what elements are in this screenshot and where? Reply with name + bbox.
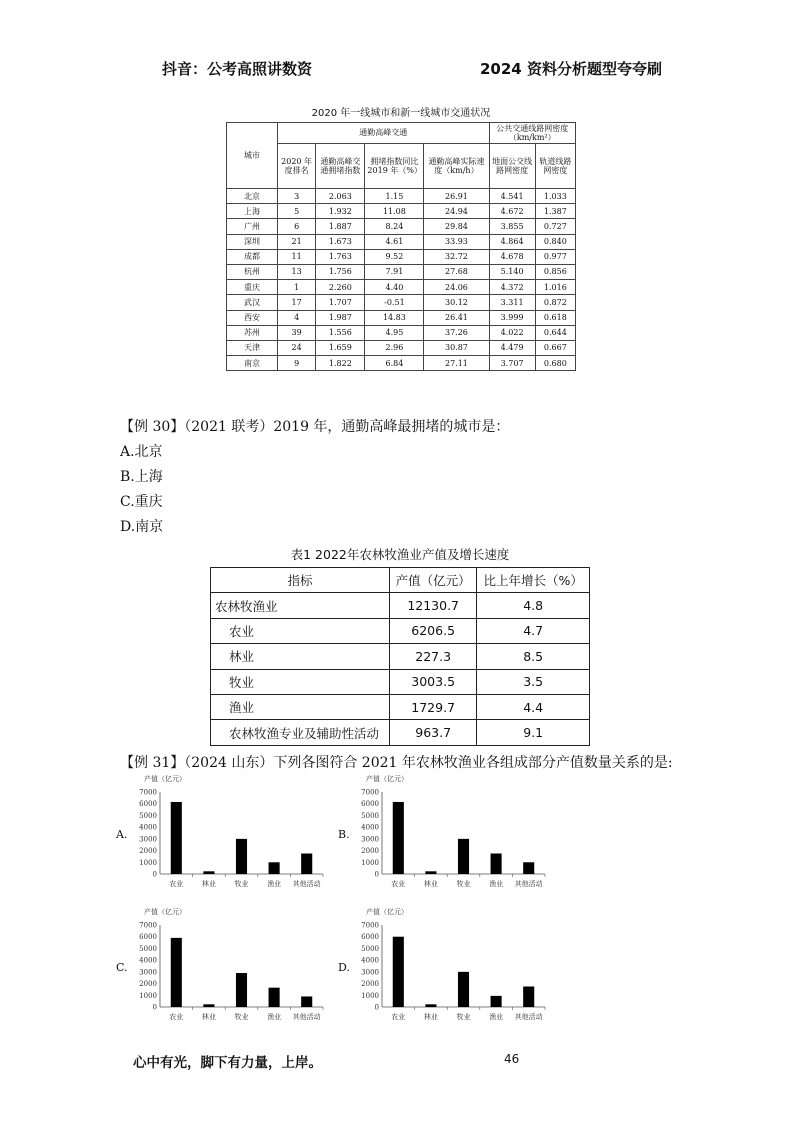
header-right: 2024 资料分析题型夸夸刷 <box>480 60 662 78</box>
th-growth: 比上年增长（%） <box>477 568 590 593</box>
cell-rail: 0.856 <box>535 264 575 279</box>
cell-speed: 26.41 <box>424 310 489 325</box>
cell-rail: 0.840 <box>535 234 575 249</box>
bar <box>491 996 502 1007</box>
cell-speed: 32.72 <box>424 249 489 264</box>
cell-speed: 24.06 <box>424 280 489 295</box>
bar <box>458 839 469 874</box>
x-tick-label: 农业 <box>391 880 406 888</box>
table-row <box>211 720 590 745</box>
table-row <box>227 325 576 340</box>
y-tick-label: 5000 <box>361 944 379 953</box>
bar <box>236 973 247 1007</box>
cell-rail: 0.680 <box>535 356 575 371</box>
bar-chart <box>118 772 338 900</box>
cell-rail: 1.387 <box>535 204 575 219</box>
option-label: C. <box>116 961 128 974</box>
q30-option-b[interactable]: B.上海 <box>120 469 163 485</box>
x-tick-label: 林业 <box>423 880 438 888</box>
bar-chart <box>340 905 560 1033</box>
y-tick-label: 2000 <box>139 980 157 989</box>
chart-option-d[interactable] <box>340 905 560 1033</box>
table-row <box>227 310 576 325</box>
cell-city: 武汉 <box>227 295 278 310</box>
cell-city: 深圳 <box>227 234 278 249</box>
bar <box>236 839 247 874</box>
cell-growth: 4.8 <box>477 593 590 618</box>
cell-chg: 9.52 <box>365 249 424 264</box>
cell-rail: 0.667 <box>535 340 575 355</box>
cell-rail: 0.977 <box>535 249 575 264</box>
cell-rail: 1.033 <box>535 189 575 204</box>
cell-index: 2.063 <box>316 189 365 204</box>
th-city: 城市 <box>227 123 278 189</box>
cell-value: 963.7 <box>390 720 477 745</box>
cell-bus: 3.855 <box>489 219 535 234</box>
bar <box>523 987 534 1008</box>
cell-rank: 24 <box>278 340 316 355</box>
y-tick-label: 5000 <box>361 811 379 820</box>
y-tick-label: 0 <box>152 870 157 879</box>
table-row <box>211 593 590 618</box>
cell-bus: 5.140 <box>489 264 535 279</box>
bar <box>301 996 312 1007</box>
y-tick-label: 7000 <box>361 921 379 930</box>
cell-city: 苏州 <box>227 325 278 340</box>
y-tick-label: 0 <box>374 870 379 879</box>
cell-rank: 9 <box>278 356 316 371</box>
cell-index: 1.932 <box>316 204 365 219</box>
x-tick-label: 其他活动 <box>514 1013 543 1021</box>
cell-rank: 13 <box>278 264 316 279</box>
cell-rank: 1 <box>278 280 316 295</box>
cell-index: 1.763 <box>316 249 365 264</box>
table-row <box>227 340 576 355</box>
cell-city: 杭州 <box>227 264 278 279</box>
y-tick-label: 0 <box>152 1003 157 1012</box>
bar <box>393 802 404 874</box>
cell-speed: 30.87 <box>424 340 489 355</box>
y-tick-label: 2000 <box>139 847 157 856</box>
y-tick-label: 0 <box>374 1003 379 1012</box>
bar <box>203 871 214 874</box>
cell-bus: 4.678 <box>489 249 535 264</box>
cell-name: 渔业 <box>211 694 390 719</box>
bar <box>523 862 534 874</box>
cell-bus: 4.022 <box>489 325 535 340</box>
table-row <box>227 356 576 371</box>
table2-title: 表1 2022年农林牧渔业产值及增长速度 <box>290 547 510 562</box>
cell-rail: 0.872 <box>535 295 575 310</box>
x-tick-label: 牧业 <box>234 880 249 888</box>
cell-rank: 11 <box>278 249 316 264</box>
x-tick-label: 渔业 <box>267 880 282 888</box>
cell-city: 南京 <box>227 356 278 371</box>
cell-name: 林业 <box>211 644 390 669</box>
cell-bus: 3.707 <box>489 356 535 371</box>
cell-bus: 4.372 <box>489 280 535 295</box>
th-group-commute: 通勤高峰交通 <box>278 123 490 144</box>
cell-value: 1729.7 <box>390 694 477 719</box>
q30-option-d[interactable]: D.南京 <box>120 519 164 535</box>
y-tick-label: 2000 <box>361 847 379 856</box>
th-bus: 地面公交线路网密度 <box>489 144 535 189</box>
x-tick-label: 林业 <box>423 1013 438 1021</box>
cell-value: 12130.7 <box>390 593 477 618</box>
cell-rank: 3 <box>278 189 316 204</box>
x-tick-label: 林业 <box>201 1013 216 1021</box>
chart-option-c[interactable] <box>118 905 338 1033</box>
q30-option-a[interactable]: A.北京 <box>120 444 163 460</box>
cell-value: 3003.5 <box>390 669 477 694</box>
q30-option-c[interactable]: C.重庆 <box>120 494 163 510</box>
option-label: B. <box>338 828 350 841</box>
cell-city: 西安 <box>227 310 278 325</box>
bar <box>458 972 469 1007</box>
cell-rank: 4 <box>278 310 316 325</box>
cell-rank: 21 <box>278 234 316 249</box>
cell-chg: 4.95 <box>365 325 424 340</box>
th-speed: 通勤高峰实际速度（km/h） <box>424 144 489 189</box>
cell-name: 牧业 <box>211 669 390 694</box>
x-tick-label: 林业 <box>201 880 216 888</box>
bar <box>491 854 502 875</box>
cell-chg: 4.40 <box>365 280 424 295</box>
x-tick-label: 农业 <box>169 1013 184 1021</box>
y-tick-label: 7000 <box>361 788 379 797</box>
y-tick-label: 4000 <box>361 956 379 965</box>
y-tick-label: 7000 <box>139 788 157 797</box>
cell-chg: 6.84 <box>365 356 424 371</box>
cell-index: 1.659 <box>316 340 365 355</box>
cell-chg: 4.61 <box>365 234 424 249</box>
cell-index: 1.707 <box>316 295 365 310</box>
cell-rail: 0.727 <box>535 219 575 234</box>
x-tick-label: 渔业 <box>489 880 504 888</box>
cell-chg: 2.96 <box>365 340 424 355</box>
bar <box>171 938 182 1007</box>
cell-rail: 0.644 <box>535 325 575 340</box>
y-tick-label: 6000 <box>139 933 157 942</box>
cell-name: 农林牧渔专业及辅助性活动 <box>211 720 390 745</box>
cell-chg: 8.24 <box>365 219 424 234</box>
y-axis-label: 产值（亿元） <box>366 775 408 783</box>
cell-value: 6206.5 <box>390 618 477 643</box>
th-index: 通勤高峰交通拥堵指数 <box>316 144 365 189</box>
cell-index: 1.756 <box>316 264 365 279</box>
table1-title: 2020 年一线城市和新一线城市交通状况 <box>311 108 491 119</box>
x-tick-label: 其他活动 <box>514 880 543 888</box>
bar <box>393 937 404 1007</box>
q30-stem: 【例 30】（2021 联考）2019 年，通勤高峰最拥堵的城市是： <box>120 419 510 435</box>
th-value: 产值（亿元） <box>390 568 477 593</box>
bar-chart <box>118 905 338 1033</box>
table-row <box>211 669 590 694</box>
x-tick-label: 渔业 <box>267 1013 282 1021</box>
table-row <box>227 234 576 249</box>
cell-rank: 6 <box>278 219 316 234</box>
cell-bus: 4.541 <box>489 189 535 204</box>
y-tick-label: 6000 <box>139 800 157 809</box>
bar <box>269 862 280 874</box>
cell-speed: 30.12 <box>424 295 489 310</box>
cell-index: 2.260 <box>316 280 365 295</box>
cell-name: 农林牧渔业 <box>211 593 390 618</box>
cell-speed: 24.94 <box>424 204 489 219</box>
y-axis-label: 产值（亿元） <box>144 775 186 783</box>
cell-rank: 39 <box>278 325 316 340</box>
cell-growth: 4.7 <box>477 618 590 643</box>
y-tick-label: 5000 <box>139 944 157 953</box>
cell-chg: -0.51 <box>365 295 424 310</box>
y-tick-label: 1000 <box>361 991 379 1000</box>
cell-city: 成都 <box>227 249 278 264</box>
th-indicator: 指标 <box>211 568 390 593</box>
chart-option-a[interactable] <box>118 772 338 900</box>
cell-bus: 3.999 <box>489 310 535 325</box>
th-change: 拥堵指数同比 2019 年（%） <box>365 144 424 189</box>
y-axis-label: 产值（亿元） <box>144 908 186 916</box>
cell-name: 农业 <box>211 618 390 643</box>
agri-table <box>210 567 590 746</box>
table-row <box>227 219 576 234</box>
y-tick-label: 1000 <box>361 858 379 867</box>
cell-index: 1.822 <box>316 356 365 371</box>
y-tick-label: 6000 <box>361 800 379 809</box>
th-rank: 2020 年度排名 <box>278 144 316 189</box>
table-row <box>227 204 576 219</box>
y-tick-label: 3000 <box>361 968 379 977</box>
cell-city: 重庆 <box>227 280 278 295</box>
x-tick-label: 牧业 <box>234 1013 249 1021</box>
cell-index: 1.556 <box>316 325 365 340</box>
y-tick-label: 6000 <box>361 933 379 942</box>
table-row <box>211 644 590 669</box>
cell-rail: 0.618 <box>535 310 575 325</box>
x-tick-label: 其他活动 <box>292 880 321 888</box>
cell-speed: 27.11 <box>424 356 489 371</box>
cell-bus: 4.672 <box>489 204 535 219</box>
x-tick-label: 其他活动 <box>292 1013 321 1021</box>
y-axis-label: 产值（亿元） <box>366 908 408 916</box>
traffic-table <box>226 122 576 371</box>
x-tick-label: 农业 <box>391 1013 406 1021</box>
x-tick-label: 农业 <box>169 880 184 888</box>
y-tick-label: 4000 <box>139 823 157 832</box>
y-tick-label: 4000 <box>139 956 157 965</box>
x-tick-label: 渔业 <box>489 1013 504 1021</box>
table-row <box>227 189 576 204</box>
cell-city: 上海 <box>227 204 278 219</box>
cell-index: 1.673 <box>316 234 365 249</box>
y-tick-label: 4000 <box>361 823 379 832</box>
bar <box>425 1004 436 1007</box>
y-tick-label: 2000 <box>361 980 379 989</box>
cell-city: 北京 <box>227 189 278 204</box>
cell-speed: 33.93 <box>424 234 489 249</box>
y-tick-label: 3000 <box>139 835 157 844</box>
cell-index: 1.887 <box>316 219 365 234</box>
cell-chg: 7.91 <box>365 264 424 279</box>
bar <box>171 802 182 874</box>
cell-speed: 37.26 <box>424 325 489 340</box>
cell-city: 天津 <box>227 340 278 355</box>
bar <box>269 988 280 1007</box>
page-number: 46 <box>504 1052 520 1066</box>
cell-bus: 4.479 <box>489 340 535 355</box>
q31-stem: 【例 31】（2024 山东）下列各图符合 2021 年农林牧渔业各组成部分产值数量关系的是: <box>120 755 673 771</box>
header-left: 抖音：公考高照讲数资 <box>162 60 313 78</box>
cell-growth: 3.5 <box>477 669 590 694</box>
y-tick-label: 3000 <box>139 968 157 977</box>
y-tick-label: 5000 <box>139 811 157 820</box>
cell-chg: 1.15 <box>365 189 424 204</box>
cell-city: 广州 <box>227 219 278 234</box>
cell-speed: 29.84 <box>424 219 489 234</box>
cell-rank: 5 <box>278 204 316 219</box>
table-row <box>211 694 590 719</box>
x-tick-label: 牧业 <box>456 1013 471 1021</box>
cell-index: 1.987 <box>316 310 365 325</box>
cell-speed: 26.91 <box>424 189 489 204</box>
table-row <box>211 618 590 643</box>
bar <box>425 871 436 874</box>
footer-slogan: 心中有光，脚下有力量，上岸。 <box>133 1055 322 1071</box>
cell-rail: 1.016 <box>535 280 575 295</box>
cell-bus: 4.864 <box>489 234 535 249</box>
cell-growth: 9.1 <box>477 720 590 745</box>
bar-chart <box>340 772 560 900</box>
bar <box>203 1004 214 1007</box>
th-group-density: 公共交通线路网密度（km/km²） <box>489 123 575 144</box>
cell-chg: 11.08 <box>365 204 424 219</box>
option-label: D. <box>338 961 350 974</box>
y-tick-label: 1000 <box>139 991 157 1000</box>
table-row <box>227 280 576 295</box>
y-tick-label: 7000 <box>139 921 157 930</box>
table-row <box>227 295 576 310</box>
y-tick-label: 1000 <box>139 858 157 867</box>
option-label: A. <box>116 828 128 841</box>
cell-bus: 3.311 <box>489 295 535 310</box>
table-row <box>227 249 576 264</box>
cell-speed: 27.68 <box>424 264 489 279</box>
y-tick-label: 3000 <box>361 835 379 844</box>
table-row <box>227 264 576 279</box>
cell-growth: 8.5 <box>477 644 590 669</box>
bar <box>301 854 312 875</box>
cell-rank: 17 <box>278 295 316 310</box>
chart-option-b[interactable] <box>340 772 560 900</box>
cell-chg: 14.83 <box>365 310 424 325</box>
th-rail: 轨道线路网密度 <box>535 144 575 189</box>
x-tick-label: 牧业 <box>456 880 471 888</box>
cell-value: 227.3 <box>390 644 477 669</box>
cell-growth: 4.4 <box>477 694 590 719</box>
